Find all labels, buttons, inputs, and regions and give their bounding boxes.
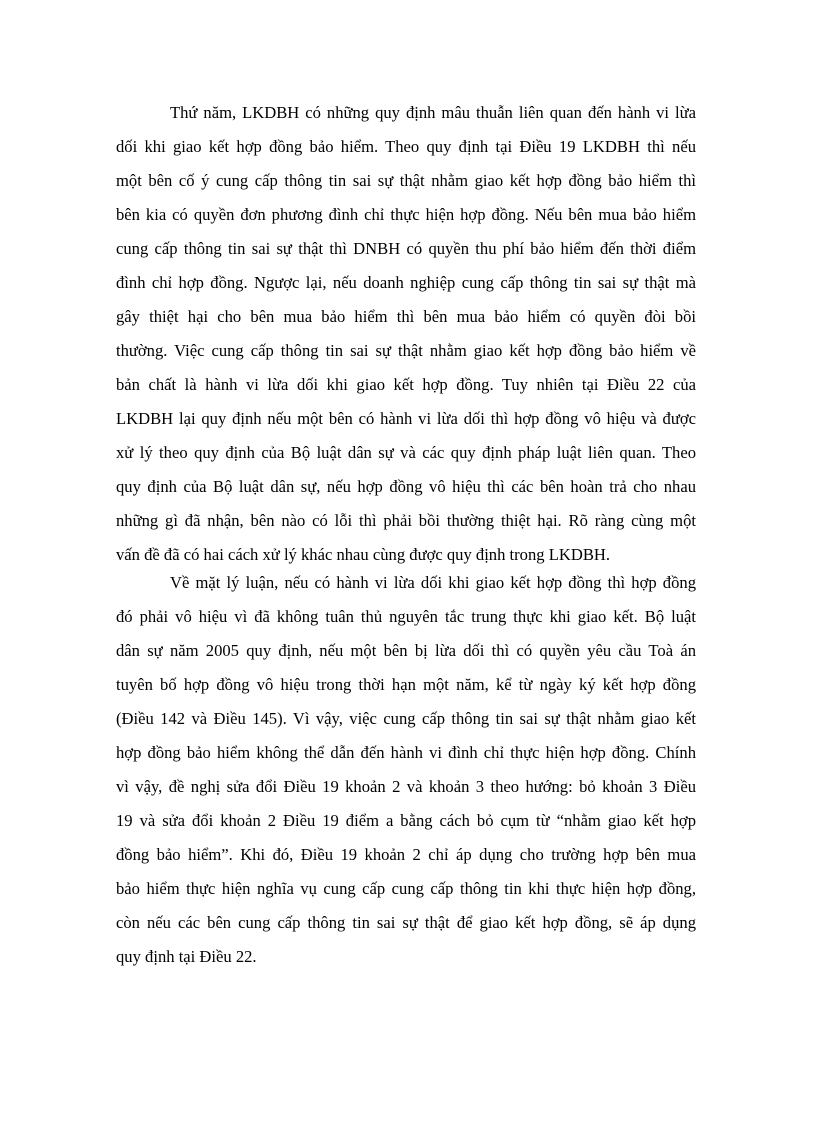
paragraph-line: Thứ năm, LKDBH có những quy định mâu thuẫn liên quan đến hành vi lừa <box>170 103 696 122</box>
paragraph-line: những gì đã nhận, bên nào có lỗi thì phải bồi thường thiệt hại. Rõ ràng cùng một <box>116 511 696 530</box>
paragraph-line: vấn đề đã có hai cách xử lý khác nhau cùng được quy định trong LKDBH. <box>116 545 611 564</box>
paragraph-line: bên kia có quyền đơn phương đình chỉ thực hiện hợp đồng. Nếu bên mua bảo hiểm <box>116 205 696 224</box>
paragraph-line: đồng bảo hiểm”. Khi đó, Điều 19 khoản 2 chỉ áp dụng cho trường hợp bên mua <box>116 845 696 864</box>
paragraph-2 <box>116 566 696 974</box>
paragraph-1 <box>116 96 696 572</box>
paragraph-line: bảo hiểm thực hiện nghĩa vụ cung cấp cung cấp thông tin khi thực hiện hợp đồng, <box>116 879 696 898</box>
paragraph-line: LKDBH lại quy định nếu một bên có hành vi lừa dối thì hợp đồng vô hiệu và được <box>116 409 696 428</box>
paragraph-line: dân sự năm 2005 quy định, nếu một bên bị lừa dối thì có quyền yêu cầu Toà án <box>116 641 696 660</box>
paragraph-line: một bên cố ý cung cấp thông tin sai sự thật nhằm giao kết hợp đồng bảo hiểm thì <box>116 171 696 190</box>
paragraph-line: đó phải vô hiệu vì đã không tuân thủ nguyên tắc trung thực khi giao kết. Bộ luật <box>116 607 696 626</box>
paragraph-line: quy định tại Điều 22. <box>116 947 257 966</box>
paragraph-line: (Điều 142 và Điều 145). Vì vậy, việc cung cấp thông tin sai sự thật nhằm giao kết <box>116 709 696 728</box>
paragraph-line: vì vậy, đề nghị sửa đổi Điều 19 khoản 2 và khoản 3 theo hướng: bỏ khoản 3 Điều <box>116 777 696 796</box>
paragraph-line: Về mặt lý luận, nếu có hành vi lừa dối khi giao kết hợp đồng thì hợp đồng <box>170 573 696 592</box>
paragraph-line: gây thiệt hại cho bên mua bảo hiểm thì bên mua bảo hiểm có quyền đòi bồi <box>116 307 696 326</box>
paragraph-line: còn nếu các bên cung cấp thông tin sai sự thật để giao kết hợp đồng, sẽ áp dụng <box>116 913 696 932</box>
paragraph-line: quy định của Bộ luật dân sự, nếu hợp đồng vô hiệu thì các bên hoàn trả cho nhau <box>116 477 696 496</box>
paragraph-line: xử lý theo quy định của Bộ luật dân sự và các quy định pháp luật liên quan. Theo <box>116 443 696 462</box>
paragraph-line: bản chất là hành vi lừa dối khi giao kết hợp đồng. Tuy nhiên tại Điều 22 của <box>116 375 696 394</box>
paragraph-line: thường. Việc cung cấp thông tin sai sự thật nhằm giao kết hợp đồng bảo hiểm về <box>116 341 696 360</box>
paragraph-line: tuyên bố hợp đồng vô hiệu trong thời hạn một năm, kể từ ngày ký kết hợp đồng <box>116 675 696 694</box>
paragraph-line: hợp đồng bảo hiểm không thể dẫn đến hành vi đình chỉ thực hiện hợp đồng. Chính <box>116 743 696 762</box>
paragraph-line: dối khi giao kết hợp đồng bảo hiểm. Theo quy định tại Điều 19 LKDBH thì nếu <box>116 137 696 156</box>
paragraph-line: cung cấp thông tin sai sự thật thì DNBH có quyền thu phí bảo hiểm đến thời điểm <box>116 239 696 258</box>
paragraph-line: 19 và sửa đổi khoản 2 Điều 19 điểm a bằng cách bỏ cụm từ “nhằm giao kết hợp <box>116 811 696 830</box>
paragraph-line: đình chỉ hợp đồng. Ngược lại, nếu doanh nghiệp cung cấp thông tin sai sự thật mà <box>116 273 696 292</box>
